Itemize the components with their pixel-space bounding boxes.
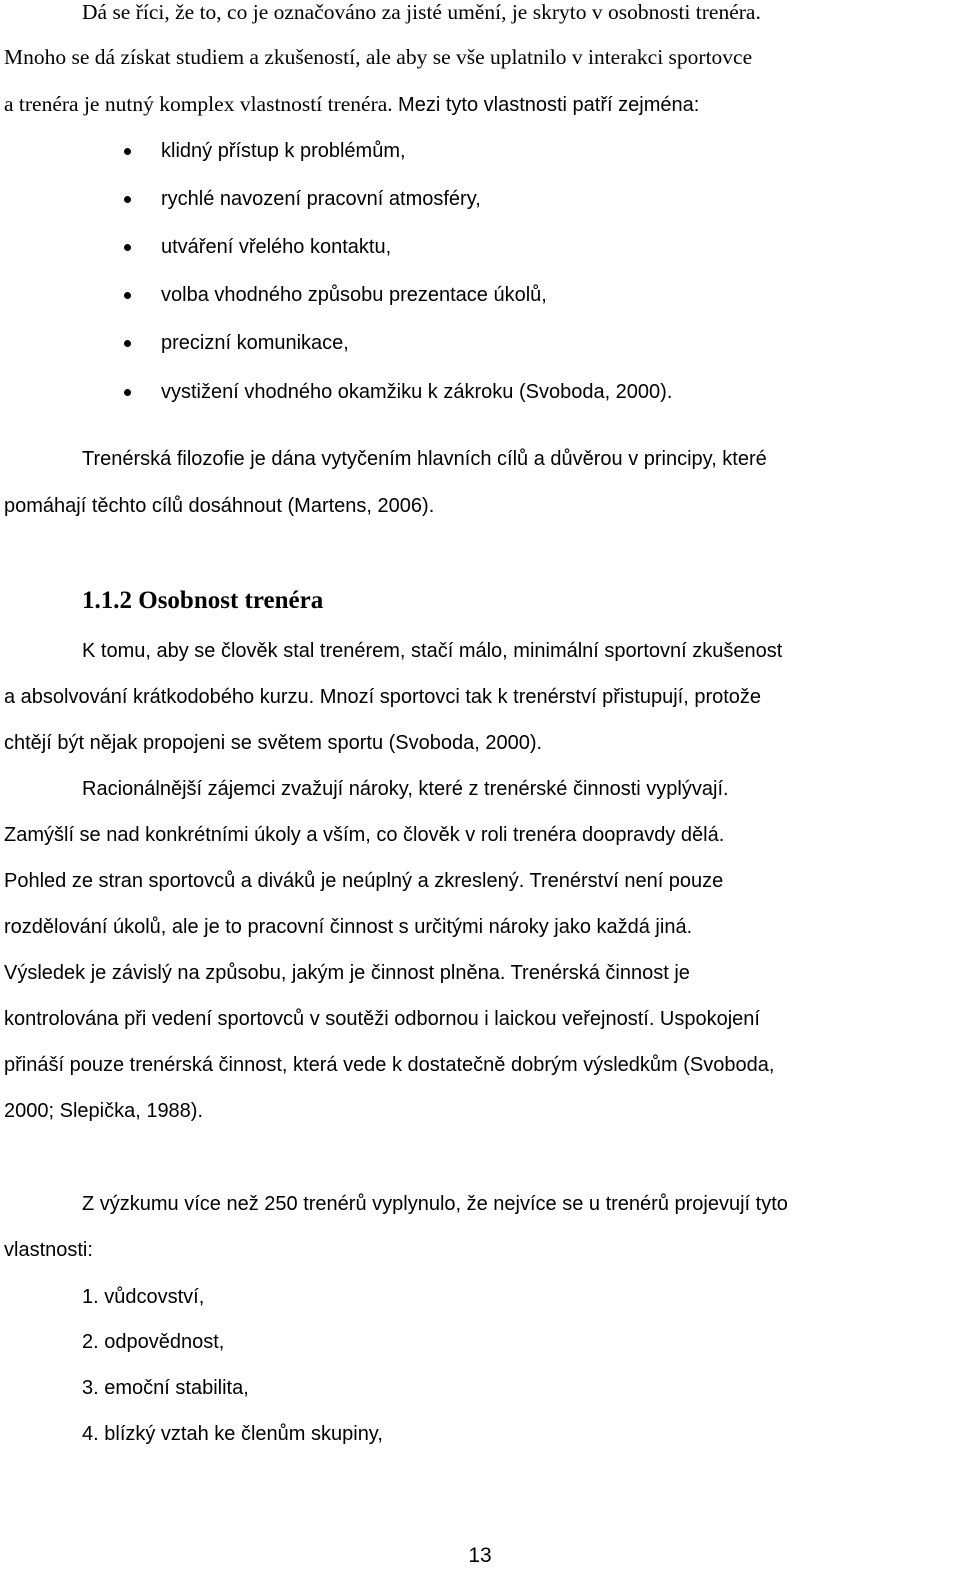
item-text: emoční stabilita,	[104, 1377, 249, 1399]
bullet-dot-icon	[124, 389, 131, 396]
para2-line-1: Racionálnější zájemci zvažují nároky, které z trenérské činnosti vyplývají.	[82, 778, 729, 800]
para1-line-3: chtějí být nějak propojeni se světem sportu (Svoboda, 2000).	[4, 732, 543, 754]
para2-line-8: 2000; Slepička, 1988).	[4, 1100, 204, 1122]
bullet-item: klidný přístup k problémům,	[161, 140, 406, 162]
item-text: blízký vztah ke členům skupiny,	[104, 1423, 383, 1445]
bullet-dot-icon	[124, 340, 131, 347]
item-number: 1.	[82, 1286, 99, 1308]
para2-line-3: Pohled ze stran sportovců a diváků je neúplný a zkreslený. Trenérství není pouze	[4, 870, 724, 892]
item-number: 2.	[82, 1331, 99, 1353]
item-number: 4.	[82, 1423, 99, 1445]
numbered-item	[82, 1419, 383, 1449]
philosophy-line-1: Trenérská filozofie je dána vytyčením hlavních cílů a důvěrou v principy, které	[82, 448, 767, 470]
item-text: vůdcovství,	[104, 1286, 205, 1308]
item-text: odpovědnost,	[104, 1331, 225, 1353]
page-number: 13	[468, 1544, 492, 1567]
bullet-dot-icon	[124, 292, 131, 299]
bullet-item: rychlé navození pracovní atmosféry,	[161, 188, 481, 210]
survey-line-1: Z výzkumu více než 250 trenérů vyplynulo, že nejvíce se u trenérů projevují tyto	[82, 1193, 788, 1215]
philosophy-line-2: pomáhají těchto cílů dosáhnout (Martens, 2006).	[4, 495, 435, 517]
para2-line-5: Výsledek je závislý na způsobu, jakým je činnost plněna. Trenérská činnost je	[4, 962, 690, 984]
intro-line-2-text: Mnoho se dá získat studiem a zkušeností, ale aby se vše uplatnilo v interakci sportovce	[4, 45, 753, 69]
bullet-dot-icon	[124, 196, 131, 203]
section-number: 1.1.2	[82, 587, 132, 614]
survey-line-2: vlastnosti:	[4, 1239, 93, 1261]
bullet-item: volba vhodného způsobu prezentace úkolů,	[161, 284, 547, 306]
bullet-dot-icon	[124, 148, 131, 155]
intro-line-3-serif: a trenéra je nutný komplex vlastností trenéra.	[4, 92, 393, 116]
section-title: Osobnost trenéra	[138, 587, 324, 614]
para2-line-6: kontrolována při vedení sportovců v soutěži odbornou i laickou veřejností. Uspokojení	[4, 1008, 760, 1030]
numbered-item	[82, 1373, 249, 1403]
numbered-item	[82, 1327, 224, 1357]
numbered-item	[82, 1282, 204, 1312]
bullet-item: precizní komunikace,	[161, 332, 349, 354]
intro-line-2	[4, 42, 950, 72]
para1-line-2: a absolvování krátkodobého kurzu. Mnozí sportovci tak k trenérství přistupují, protože	[4, 686, 762, 708]
intro-line-3-sans: Mezi tyto vlastnosti patří zejména:	[398, 94, 700, 116]
section-heading	[82, 586, 323, 616]
para2-line-7: přináší pouze trenérská činnost, která vede k dostatečně dobrým výsledkům (Svoboda,	[4, 1054, 775, 1076]
item-number: 3.	[82, 1377, 99, 1399]
bullet-item: vystižení vhodného okamžiku k zákroku (Svoboda, 2000).	[161, 381, 673, 403]
intro-line-1: Dá se říci, že to, co je označováno za jisté umění, je skryto v osobnosti trenéra.	[82, 0, 761, 24]
para1-line-1: K tomu, aby se člověk stal trenérem, stačí málo, minimální sportovní zkušenost	[82, 640, 783, 662]
intro-line-3	[4, 89, 699, 119]
para2-line-2: Zamýšlí se nad konkrétními úkoly a vším, co člověk v roli trenéra doopravdy dělá.	[4, 824, 725, 846]
bullet-dot-icon	[124, 244, 131, 251]
bullet-item: utváření vřelého kontaktu,	[161, 236, 392, 258]
para2-line-4: rozdělování úkolů, ale je to pracovní činnost s určitými nároky jako každá jiná.	[4, 916, 693, 938]
